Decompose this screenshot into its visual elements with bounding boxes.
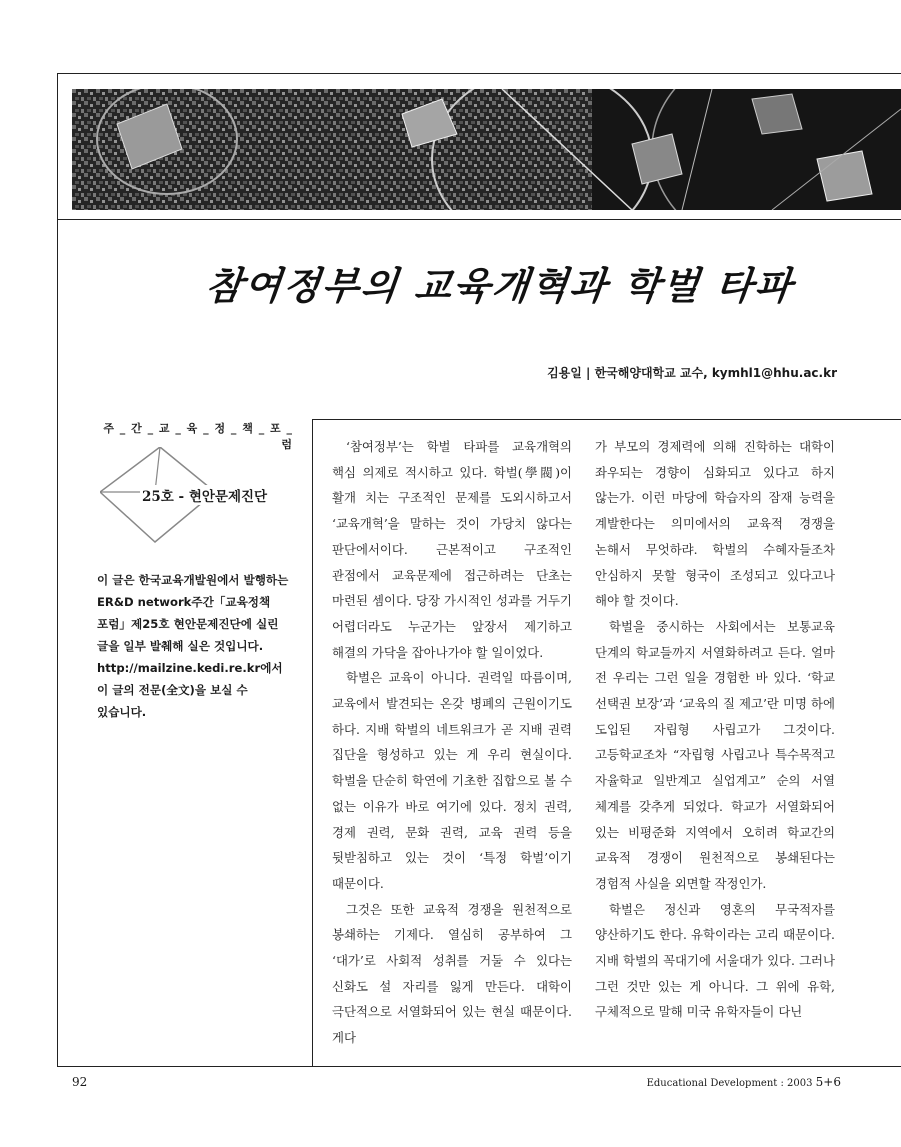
paragraph-3: 그것은 또한 교육적 경쟁을 원천적으로 봉쇄하는 기제다. 열심히 공부하여 그 ‘대가’로 사회적 성취를 거둘 수 있다는 신화도 설 자리를 잃게 만든다. 대학이 극단적으로 서열화되어 있는 현실 때문이다. 게다 <box>332 901 572 1046</box>
frame-bottom-rule <box>57 1066 901 1067</box>
journal-name: Educational Development : 2003 <box>646 1078 813 1089</box>
banner-bottom-rule <box>57 219 901 220</box>
sidebar-note <box>97 569 297 723</box>
header-banner-image <box>72 89 901 210</box>
author-byline: 김용일 | 한국해양대학교 교수, kymhl1@hhu.ac.kr <box>547 366 837 380</box>
journal-footer <box>647 1075 841 1089</box>
body-box-left-rule <box>312 419 313 1067</box>
sidebar-note-text: 이 글은 한국교육개발원에서 발행하는 ER&D network주간「교육정책 포럼」제25호 현안문제진단에 실린 글을 일부 발췌해 실은 것입니다. <box>97 573 289 653</box>
body-column-left <box>332 434 572 1051</box>
paragraph-5: 학벌을 중시하는 사회에서는 보통교육 단계의 학교들까지 서열화하려고 든다. 얼마 전 우리는 그런 일을 경험한 바 있다. ‘학교 선택권 보장’과 ‘교육의 질 제고’란 미명 하에 도입된 자립형 사립고가 그것이다. 고등학교조차 “자립형 사립고나 특수목적고 자율학교 일반계고 실업계고” 순의 서열 체계를 갖추게 되었다. 학교가 서열화되어 있는 비평준화 지역에서 오히려 학교간의 교육적 경쟁이 원천적으로 봉쇄된다는 경험적 사실을 외면할 작정인가. <box>595 618 835 891</box>
body-box-top-rule <box>312 419 901 420</box>
paragraph-2: 학벌은 교육이 아니다. 권력일 따름이며, 교육에서 발견되는 온갖 병폐의 근원이기도 하다. 지배 학벌의 네트워크가 곧 지배 권력 집단을 형성하고 있는 게 우리 현실이다. 학벌을 단순히 학연에 기초한 집합으로 볼 수 없는 이유가 바로 여기에 있다. 정치 권력, 경제 권력, 문화 권력, 교육 권력 등을 뒷받침하고 있는 것이 ‘특정 학벌’이기 때문이다. <box>332 670 572 891</box>
sidebar-header: 주 _ 간 _ 교 _ 육 _ 정 _ 책 _ 포 _ 럼 <box>103 422 293 451</box>
paragraph-1: ‘참여정부’는 학벌 타파를 교육개혁의 핵심 의제로 적시하고 있다. 학벌(學閥)이 활개 치는 구조적인 문제를 도외시하고서 ‘교육개혁’을 말하는 것이 가당치 않다는 판단에서이다. 근본적이고 구조적인 관점에서 교육문제에 접근하려는 단초는 마련된 셈이다. 당장 가시적인 성과를 거두기 어렵더라도 누군가는 앞장서 제기하고 해결의 가닥을 잡아나가야 할 일이었다. <box>332 439 572 660</box>
journal-issue: 5+6 <box>815 1075 841 1089</box>
frame-top-rule <box>57 73 901 74</box>
page-number: 92 <box>72 1075 88 1089</box>
paragraph-6: 학벌은 정신과 영혼의 무국적자를 양산하기도 한다. 유학이라는 고리 때문이다. 지배 학벌의 꼭대기에 서울대가 있다. 그러나 그런 것만 있는 게 아니다. 그 위에 유학, 구체적으로 말해 미국 유학자들이 다닌 <box>595 901 835 1020</box>
paragraph-4: 가 부모의 경제력에 의해 진학하는 대학이 좌우되는 경향이 심화되고 있다고 하지 않는가. 이런 마당에 학습자의 잠재 능력을 계발한다는 의미에서의 교육적 경쟁을 논해서 무엇하랴. 학벌의 수혜자들조차 안심하지 못할 형국이 조성되고 있다고나 해야 할 것이다. <box>595 439 835 609</box>
frame-left-rule <box>57 73 58 1067</box>
body-column-right <box>595 434 835 1025</box>
issue-label: 25호 - 현안문제진단 <box>140 485 269 505</box>
sidebar-note-link: http://mailzine.kedi.re.kr에서 이 글의 전문(全文)을 보실 수 있습니다. <box>97 661 283 719</box>
article-title: 참여정부의 교육개혁과 학벌 타파 <box>203 264 796 308</box>
